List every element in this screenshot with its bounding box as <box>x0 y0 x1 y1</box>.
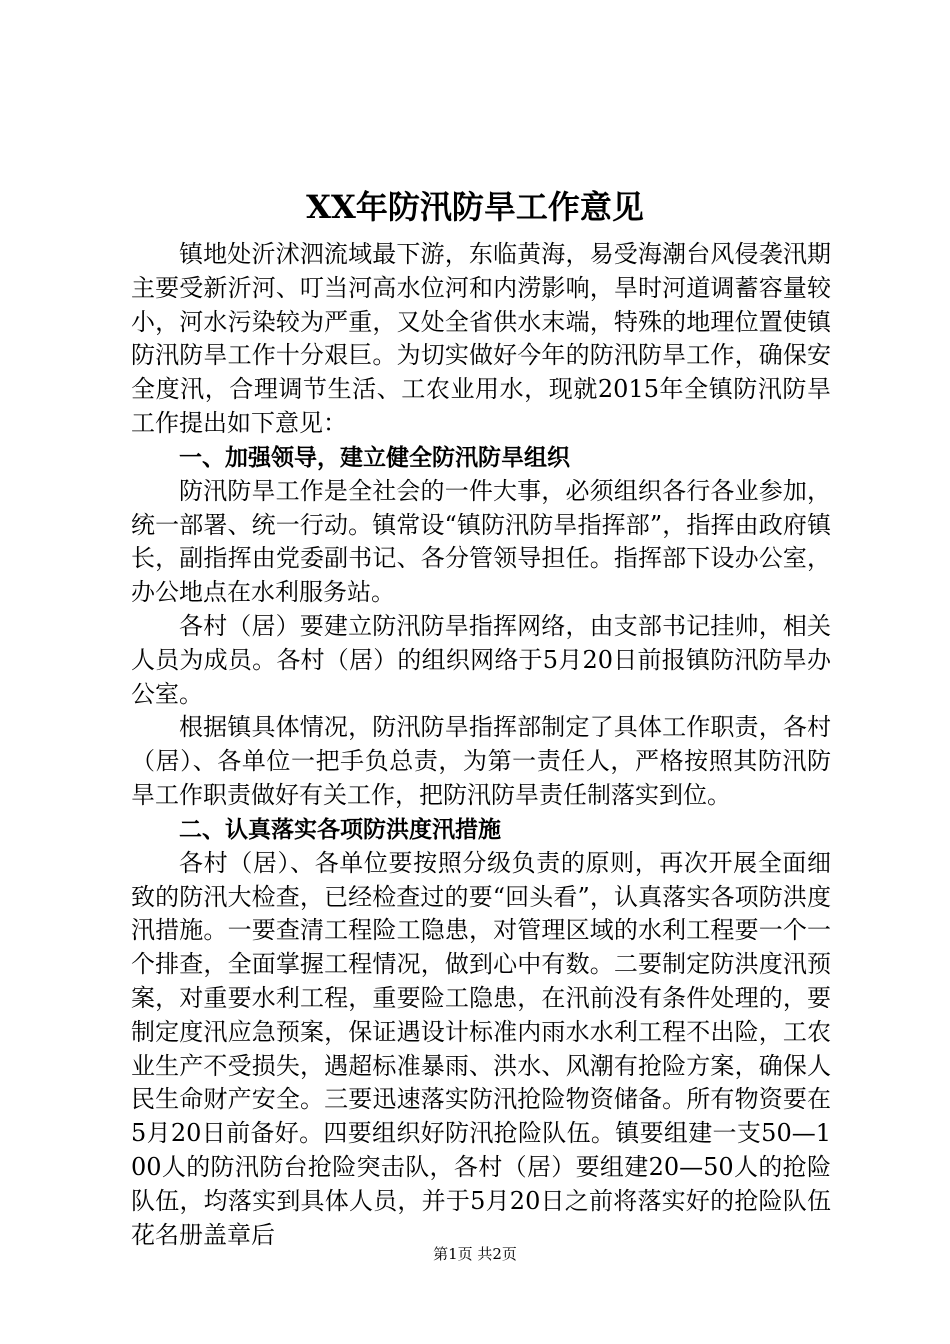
paragraph-village-network: 各村（居）要建立防汛防旱指挥网络，由支部书记挂帅，相关人员为成员。各村（居）的组织网络于5月20日前报镇防汛防旱办公室。 <box>131 611 831 708</box>
section-heading-1: 一、加强领导，建立健全防汛防旱组织 <box>179 444 570 471</box>
paragraph-organization: 防汛防旱工作是全社会的一件大事，必须组织各行各业参加，统一部署、统一行动。镇常设“镇防汛防旱指挥部”，指挥由政府镇长，副指挥由党委副书记、各分管领导担任。指挥部下设办公室，办公地点在水利服务站。 <box>131 476 831 607</box>
document-title: XX年防汛防旱工作意见 <box>306 188 644 226</box>
document-body <box>131 238 831 1252</box>
section-heading-2: 二、认真落实各项防洪度汛措施 <box>179 816 501 843</box>
paragraph-measures: 各村（居）、各单位要按照分级负责的原则，再次开展全面细致的防汛大检查，已经检查过的要“回头看”，认真落实各项防洪度汛措施。一要查清工程险工隐患，对管理区域的水利工程要一个一个排查，全面掌握工程情况，做到心中有数。二要制定防洪度汛预案，对重要水利工程，重要险工隐患，在汛前没有条件处理的，要制定度汛应急预案，保证遇设计标准内雨水水利工程不出险，工农业生产不受损失，遇超标准暴雨、洪水、风潮有抢险方案，确保人民生命财产安全。三要迅速落实防汛抢险物资储备。所有物资要在5月20日前备好。四要组织好防汛抢险队伍。镇要组建一支50—100人的防汛防台抢险突击队，各村（居）要组建20—50人的抢险队伍，均落实到具体人员，并于5月20日之前将落实好的抢险队伍花名册盖章后 <box>131 848 831 1249</box>
page-footer: 第1页 共2页 <box>433 1245 517 1263</box>
paragraph-intro: 镇地处沂沭泗流域最下游，东临黄海，易受海潮台风侵袭汛期主要受新沂河、叮当河高水位河和内涝影响，旱时河道调蓄容量较小，河水污染较为严重，又处全省供水末端，特殊的地理位置使镇防汛防旱工作十分艰巨。为切实做好今年的防汛防旱工作，确保安全度汛，合理调节生活、工农业用水，现就2015年全镇防汛防旱工作提出如下意见： <box>131 240 831 437</box>
paragraph-responsibility: 根据镇具体情况，防汛防旱指挥部制定了具体工作职责，各村（居）、各单位一把手负总责，为第一责任人，严格按照其防汛防旱工作职责做好有关工作，把防汛防旱责任制落实到位。 <box>131 713 831 809</box>
